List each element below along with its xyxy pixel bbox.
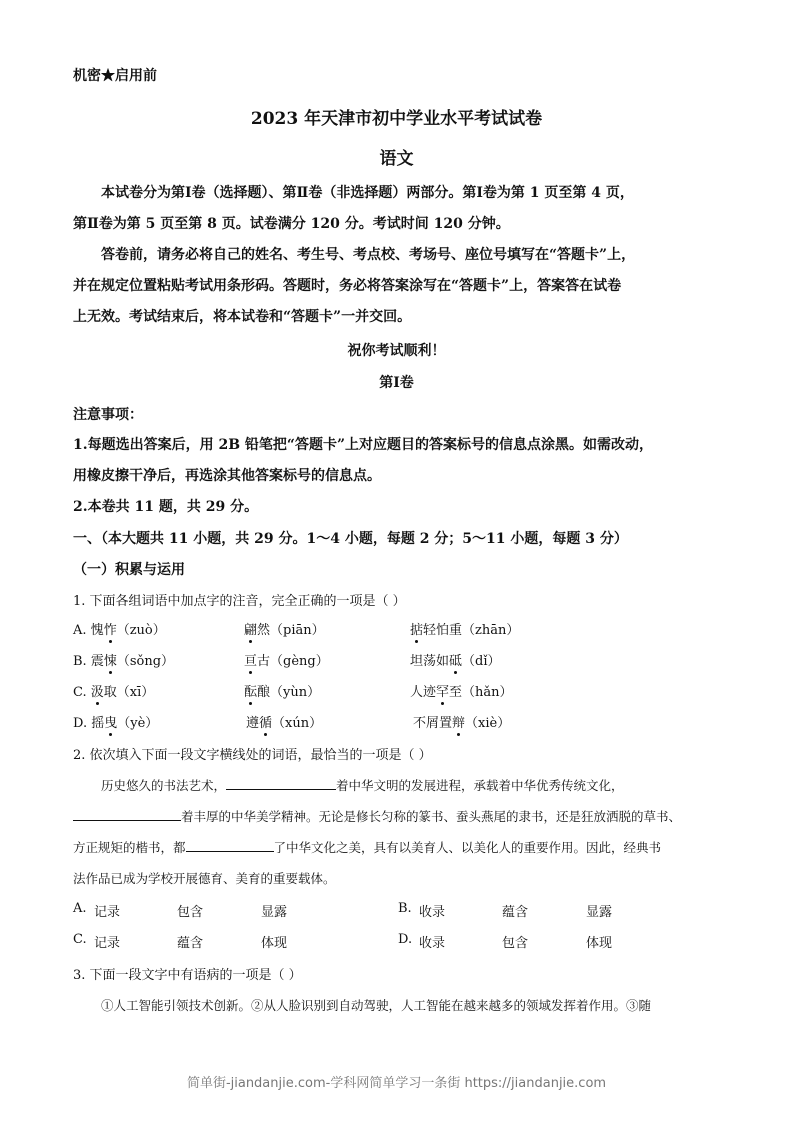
word: 古 <box>257 654 271 669</box>
subsection-title: （一）积累与运用 <box>73 562 185 578</box>
word: 不屑置 <box>413 716 453 731</box>
dotted-char: 翩 <box>244 623 258 638</box>
notes-heading: 注意事项： <box>73 407 143 423</box>
intro-p1-line2: 第Ⅱ卷为第 5 页至第 8 页。试卷满分 120 分。考试时间 120 分钟。 <box>73 216 510 232</box>
note-1-line2: 用橡皮擦干净后，再选涂其他答案标号的信息点。 <box>73 468 381 484</box>
pinyin: （yùn） <box>270 685 321 700</box>
q2-option-b-word2: 蕴含 <box>502 905 529 920</box>
q1-option-d <box>73 712 158 731</box>
note-1-line1: 1.每题选出答案后，用 2B 铅笔把“答题卡”上对应题目的答案标号的信息点涂黑。如需改动， <box>73 437 654 453</box>
dotted-char: 酝 <box>244 685 258 700</box>
option-label: A. <box>73 623 87 638</box>
intro-p2-line3: 上无效。考试结束后，将本试卷和“答题卡”一并交回。 <box>73 309 412 325</box>
word: 遵 <box>246 716 260 731</box>
intro-p1-line1: 本试卷分为第Ⅰ卷（选择题）、第Ⅱ卷（非选择题）两部分。第Ⅰ卷为第 1 页至第 4 页， <box>101 185 634 201</box>
pinyin: （yè） <box>117 716 159 731</box>
note-2: 2.本卷共 11 题，共 29 分。 <box>73 499 259 515</box>
q2-passage-line1 <box>101 776 624 794</box>
q2-option-d-word2: 包含 <box>502 936 529 951</box>
section-title: 一、（本大题共 11 小题，共 29 分。1～4 小题，每题 2 分；5～11 小题，每题 3 分） <box>73 531 628 547</box>
passage-text: 着丰厚的中华美学精神。无论是修长匀称的篆书、蚕头燕尾的隶书，还是狂放洒脱的草书、 <box>181 809 682 824</box>
fill-blank-2[interactable] <box>73 808 181 821</box>
pinyin: （zhān） <box>462 623 520 638</box>
option-label: C. <box>73 685 87 700</box>
word: 然 <box>257 623 271 638</box>
passage-text: 了中华文化之美，具有以美育人、以美化人的重要作用。因此，经典书 <box>273 840 662 855</box>
word: 至 <box>449 685 463 700</box>
q2-option-b-word3: 显露 <box>586 905 613 920</box>
intro-p2-line2: 并在规定位置粘贴考试用条形码。答题时，务必将答案涂写在“答题卡”上，答案答在试卷 <box>73 278 622 294</box>
q1-option-b-word3 <box>410 650 501 669</box>
option-label: D. <box>73 716 88 731</box>
pinyin: （sǒng） <box>116 654 175 669</box>
dotted-char: 掂 <box>410 623 424 638</box>
word: 震 <box>90 654 104 669</box>
dotted-char: 悚 <box>103 654 117 669</box>
q2-passage-line4: 法作品已成为学校开展德育、美育的重要载体。 <box>73 871 336 886</box>
q1-option-d-word3 <box>413 712 510 731</box>
passage-text: 方正规矩的楷书，都 <box>73 840 186 855</box>
option-label: B. <box>73 654 87 669</box>
q1-option-c <box>73 681 154 700</box>
pinyin: （xún） <box>272 716 323 731</box>
dotted-char: 辩 <box>452 716 466 731</box>
q1-option-b-word2 <box>244 650 329 669</box>
q2-option-a-word2: 包含 <box>177 905 204 920</box>
dotted-char: 曳 <box>104 716 118 731</box>
subject-title: 语文 <box>379 149 414 169</box>
q2-option-d-word1: 收录 <box>419 936 446 951</box>
dotted-char: 罕 <box>436 685 450 700</box>
q2-option-b-label: B. <box>398 901 412 916</box>
q2-option-c-word3: 体现 <box>261 936 288 951</box>
word: 坦荡如 <box>410 654 450 669</box>
pinyin: （piān） <box>270 623 325 638</box>
q2-passage-line3 <box>73 838 661 856</box>
q2-option-a-label: A. <box>73 901 87 916</box>
q1-option-a-word2 <box>244 619 325 638</box>
dotted-char: 循 <box>259 716 273 731</box>
q2-option-c-label: C. <box>73 932 87 947</box>
pinyin: （xī） <box>116 685 155 700</box>
q2-option-c-word1: 记录 <box>94 936 121 951</box>
pinyin: （xiè） <box>465 716 511 731</box>
pinyin: （zuò） <box>116 623 166 638</box>
footer-watermark: 简单街-jiandanjie.com-学科网简单学习一条街 https://jiandanjie.com <box>186 1076 607 1091</box>
word: 取 <box>103 685 117 700</box>
q1-option-c-word3 <box>410 681 513 700</box>
word: 酿 <box>257 685 271 700</box>
q1-option-c-word2 <box>244 681 320 700</box>
q1-option-b <box>73 650 174 669</box>
word: 轻怕重 <box>423 623 463 638</box>
good-luck-text: 祝你考试顺利！ <box>347 343 446 359</box>
dotted-char: 汲 <box>90 685 104 700</box>
q1-option-a <box>73 619 166 638</box>
word: 人迹 <box>410 685 437 700</box>
fill-blank-3[interactable] <box>186 839 274 852</box>
pinyin: （dǐ） <box>462 654 501 669</box>
passage-text: 历史悠久的书法艺术， <box>101 778 227 793</box>
exam-title: 2023 年天津市初中学业水平考试试卷 <box>250 109 543 129</box>
q1-stem: 1. 下面各组词语中加点字的注音，完全正确的一项是（ ） <box>73 594 406 609</box>
q3-stem: 3. 下面一段文字中有语病的一项是（ ） <box>73 968 302 983</box>
word: 摇 <box>91 716 105 731</box>
confidential-label: 机密★启用前 <box>73 68 157 84</box>
pinyin: （gèng） <box>270 654 329 669</box>
intro-p2-line1: 答卷前，请务必将自己的姓名、考生号、考点校、考场号、座位号填写在“答题卡”上， <box>101 247 636 263</box>
q1-option-d-word2 <box>246 712 322 731</box>
q1-option-a-word3 <box>410 619 519 638</box>
volume-heading: 第Ⅰ卷 <box>379 375 414 391</box>
dotted-char: 亘 <box>244 654 258 669</box>
q3-passage-line1: ①人工智能引领技术创新。②从人脸识别到自动驾驶，人工智能在越来越多的领域发挥着作用。③随 <box>101 998 652 1013</box>
q2-option-b-word1: 收录 <box>419 905 446 920</box>
q2-passage-line2 <box>73 807 681 825</box>
fill-blank-1[interactable] <box>226 777 336 790</box>
q2-option-a-word3: 显露 <box>261 905 288 920</box>
q2-option-d-word3: 体现 <box>586 936 613 951</box>
dotted-char: 砥 <box>449 654 463 669</box>
passage-text: 着中华文明的发展进程，承载着中华优秀传统文化， <box>336 778 624 793</box>
q2-stem: 2. 依次填入下面一段文字横线处的词语，最恰当的一项是（ ） <box>73 748 432 763</box>
dotted-char: 怍 <box>103 623 117 638</box>
q2-option-d-label: D. <box>398 932 413 947</box>
word: 愧 <box>90 623 104 638</box>
pinyin: （hǎn） <box>462 685 513 700</box>
q2-option-a-word1: 记录 <box>94 905 121 920</box>
q2-option-c-word2: 蕴含 <box>177 936 204 951</box>
